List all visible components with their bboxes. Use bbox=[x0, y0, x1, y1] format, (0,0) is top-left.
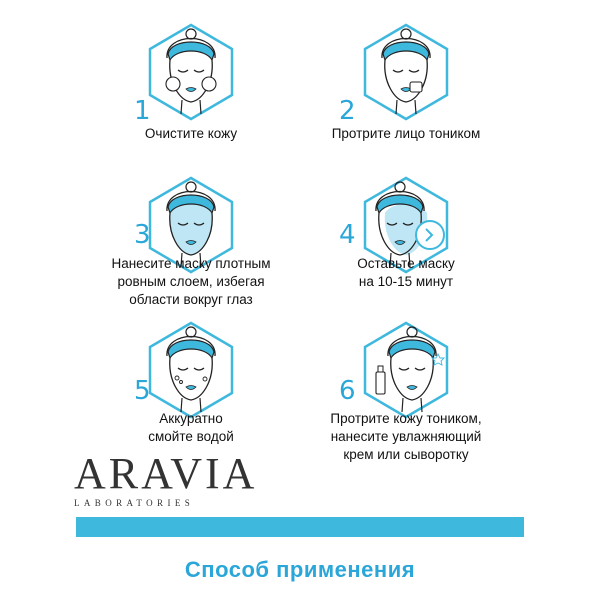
brand-name: ARAVIA bbox=[74, 449, 258, 498]
step-caption: Нанесите маску плотным ровным слоем, избегая области вокруг глаз bbox=[111, 256, 271, 307]
step-number: 5 bbox=[134, 376, 151, 406]
brand-subtitle: LABORATORIES bbox=[74, 498, 195, 508]
face-moisturize-icon bbox=[356, 320, 456, 420]
step-number: 3 bbox=[134, 220, 151, 250]
step-number: 1 bbox=[134, 96, 151, 126]
step-caption: Аккуратно смойте водой bbox=[148, 411, 234, 444]
step-number: 6 bbox=[339, 376, 356, 406]
footer-title: Способ применения bbox=[184, 557, 416, 582]
face-cleansing-icon bbox=[141, 22, 241, 122]
accent-bar bbox=[76, 517, 524, 537]
brand-logo bbox=[74, 449, 258, 508]
face-toner-icon bbox=[356, 22, 456, 122]
face-rinse-icon bbox=[141, 320, 241, 420]
step-caption: Протрите лицо тоником bbox=[331, 126, 481, 141]
step-number: 4 bbox=[339, 220, 356, 250]
step-caption: Очистите кожу bbox=[144, 126, 238, 141]
step-caption: Оставьте маску на 10-15 минут bbox=[357, 256, 455, 289]
step-number: 2 bbox=[339, 96, 356, 126]
step-caption: Протрите кожу тоником, нанесите увлажняющий крем или сыворотку bbox=[330, 411, 482, 462]
